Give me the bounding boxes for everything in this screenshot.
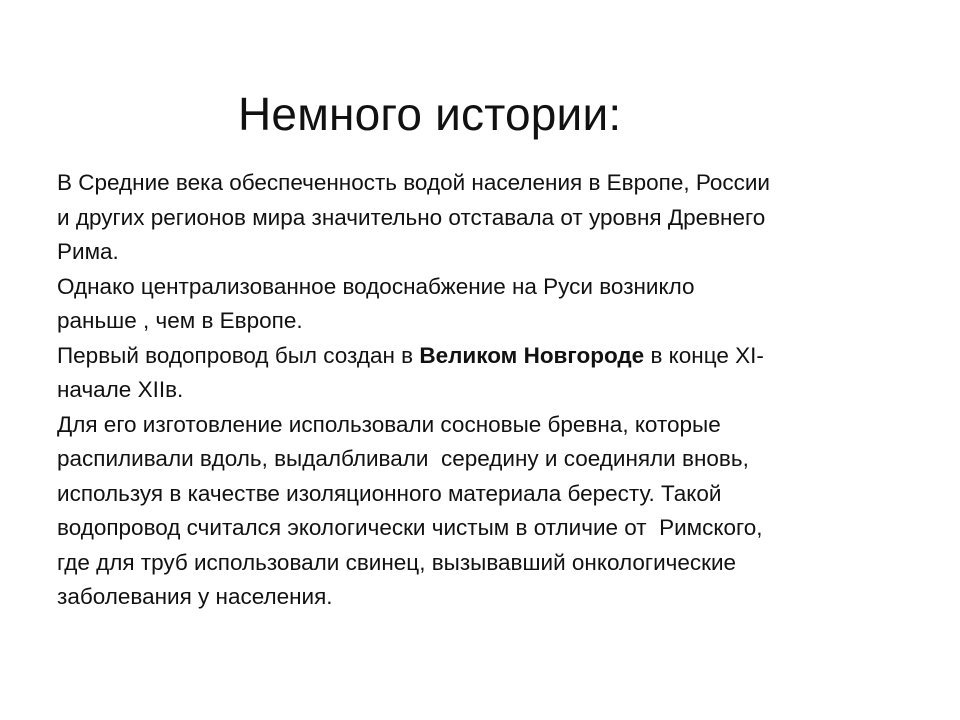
paragraph-middle-ages	[57, 166, 907, 270]
text-line: заболевания у населения.	[57, 584, 333, 609]
text-line: Для его изготовление использовали сосновые бревна, которые	[57, 411, 721, 437]
paragraph-first-water-pipe	[57, 339, 907, 408]
text-line: В Средние века обеспеченность водой населения в Европе, России	[57, 170, 771, 195]
text-line: Рима.	[57, 239, 119, 264]
text-line: водопровод считался экологически чистым в отличие от Римского,	[57, 515, 763, 540]
text-segment: в конце XI-	[644, 342, 764, 368]
highlight-city-name: Великом Новгороде	[419, 342, 645, 368]
paragraph-rus-water-supply	[57, 270, 907, 339]
text-line: начале XIIв.	[57, 377, 184, 402]
text-line: распиливали вдоль, выдалбливали середину и соединяли вновь,	[57, 446, 749, 471]
text-line: раньше , чем в Европе.	[57, 308, 303, 333]
text-line	[57, 339, 907, 374]
text-line: Однако централизованное водоснабжение на Руси возникло	[57, 273, 695, 299]
text-segment: Первый водопровод был создан в	[57, 342, 420, 368]
text-line: и других регионов мира значительно отставала от уровня Древнего	[57, 204, 766, 230]
slide-title: Немного истории:	[238, 88, 622, 140]
slide-body	[57, 166, 907, 615]
text-line: используя в качестве изоляционного материала бересту. Такой	[57, 480, 722, 506]
text-line: где для труб использовали свинец, вызывавший онкологические	[57, 549, 737, 575]
paragraph-construction	[57, 408, 907, 615]
